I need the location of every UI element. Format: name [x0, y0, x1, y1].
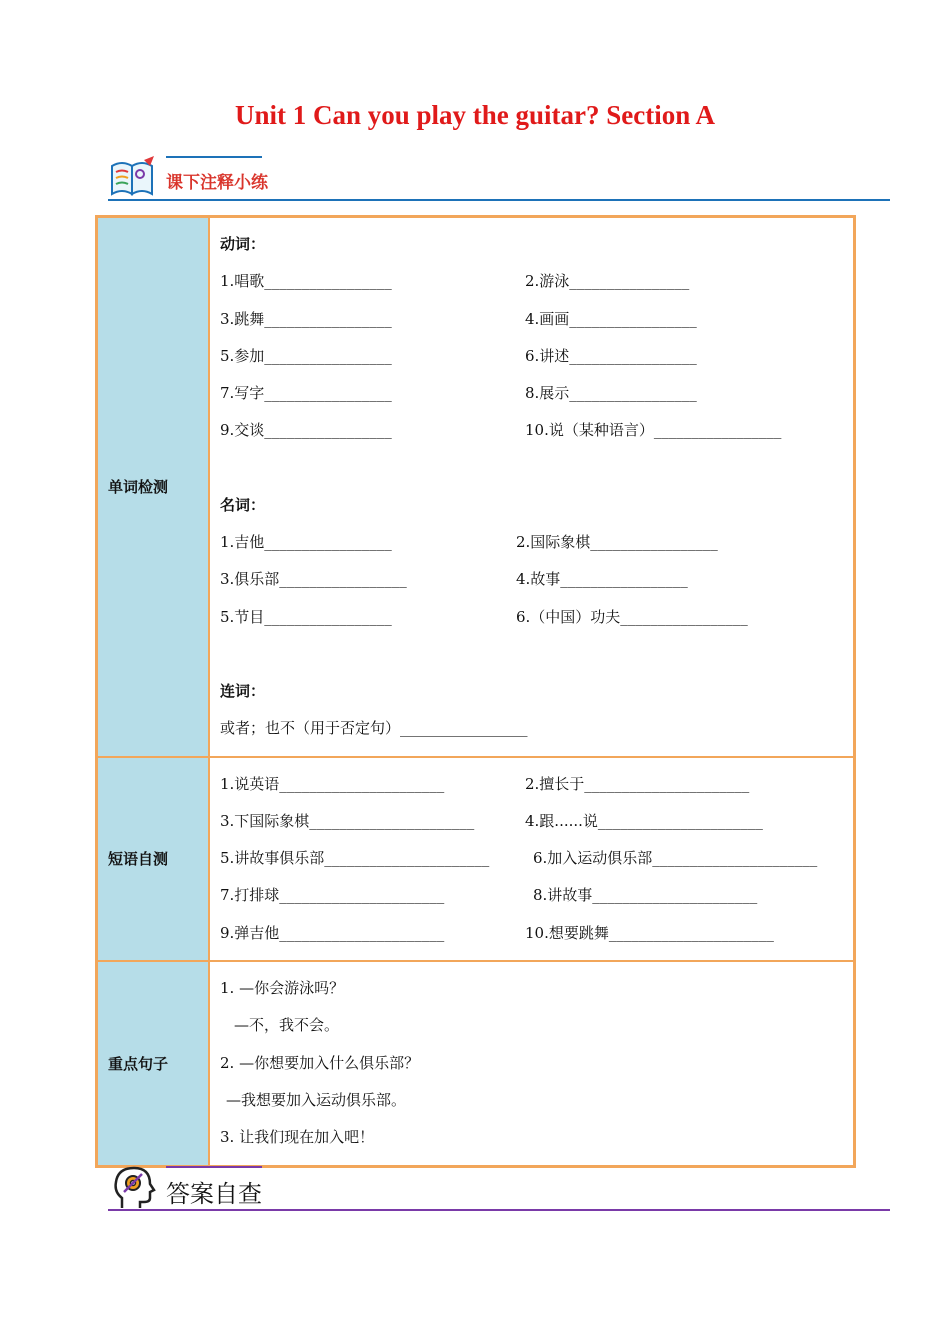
vocab-content	[209, 217, 854, 757]
verbs-header: 动词：	[220, 235, 266, 253]
list-item: 3.跳舞_________________ 4.画画_________________	[220, 309, 697, 328]
sentences-row	[97, 961, 854, 1165]
category-cell: 重点句子	[97, 961, 209, 1165]
section-divider	[108, 1209, 890, 1211]
list-item: 1.吉他_________________ 2.国际象棋_________________	[220, 533, 718, 552]
section-divider	[108, 199, 890, 201]
list-item: 7.打排球______________________ 8.讲故事______________________	[220, 886, 758, 905]
list-item: 3. 让我们现在加入吧！	[220, 1128, 375, 1147]
list-item: 3.下国际象棋______________________ 4.跟......说______________________	[220, 811, 763, 830]
list-item: —不，我不会。	[234, 1016, 340, 1035]
section-top-rule	[166, 1166, 262, 1168]
list-item: 或者；也不（用于否定句）_________________	[220, 719, 528, 738]
list-item: 1. —你会游泳吗？	[220, 979, 345, 998]
conj-header: 连词：	[220, 681, 266, 700]
page-title: Unit 1 Can you play the guitar? Section A	[234, 100, 716, 130]
section-label: 课下注释小练	[166, 173, 268, 193]
phrases-row	[97, 757, 854, 961]
list-item: 5.讲故事俱乐部______________________ 6.加入运动俱乐部______________________	[220, 849, 818, 868]
list-item: 3.俱乐部_________________ 4.故事_________________	[220, 570, 688, 589]
section-header-answers	[108, 1160, 890, 1216]
category-cell: 单词检测	[97, 217, 209, 757]
list-item: 5.节目_________________ 6.（中国）功夫_________________	[220, 607, 748, 626]
phrases-content	[209, 757, 854, 961]
list-item: 2. —你想要加入什么俱乐部？	[220, 1053, 420, 1072]
section-top-rule	[166, 156, 262, 158]
list-item: —我想要加入运动俱乐部。	[226, 1090, 407, 1109]
list-item: 9.弹吉他______________________ 10.想要跳舞______________________	[220, 923, 774, 942]
book-icon	[108, 156, 158, 200]
list-item: 9.交谈_________________ 10.说（某种语言）_________________	[220, 421, 782, 440]
nouns-header: 名词：	[220, 495, 266, 514]
exercise-table	[95, 215, 856, 1168]
list-item: 5.参加_________________ 6.讲述_________________	[220, 346, 697, 365]
sentences-content	[209, 961, 854, 1165]
list-item: 7.写字_________________ 8.展示_________________	[220, 384, 697, 403]
head-gear-icon	[112, 1164, 156, 1212]
section-header-exercises	[108, 150, 890, 204]
list-item: 1.唱歌_________________ 2.游泳________________	[220, 272, 690, 291]
vocab-row	[97, 217, 854, 757]
category-cell: 短语自测	[97, 757, 209, 961]
list-item: 1.说英语______________________ 2.擅长于______________________	[220, 774, 750, 793]
section-label: 答案自查	[166, 1180, 262, 1208]
